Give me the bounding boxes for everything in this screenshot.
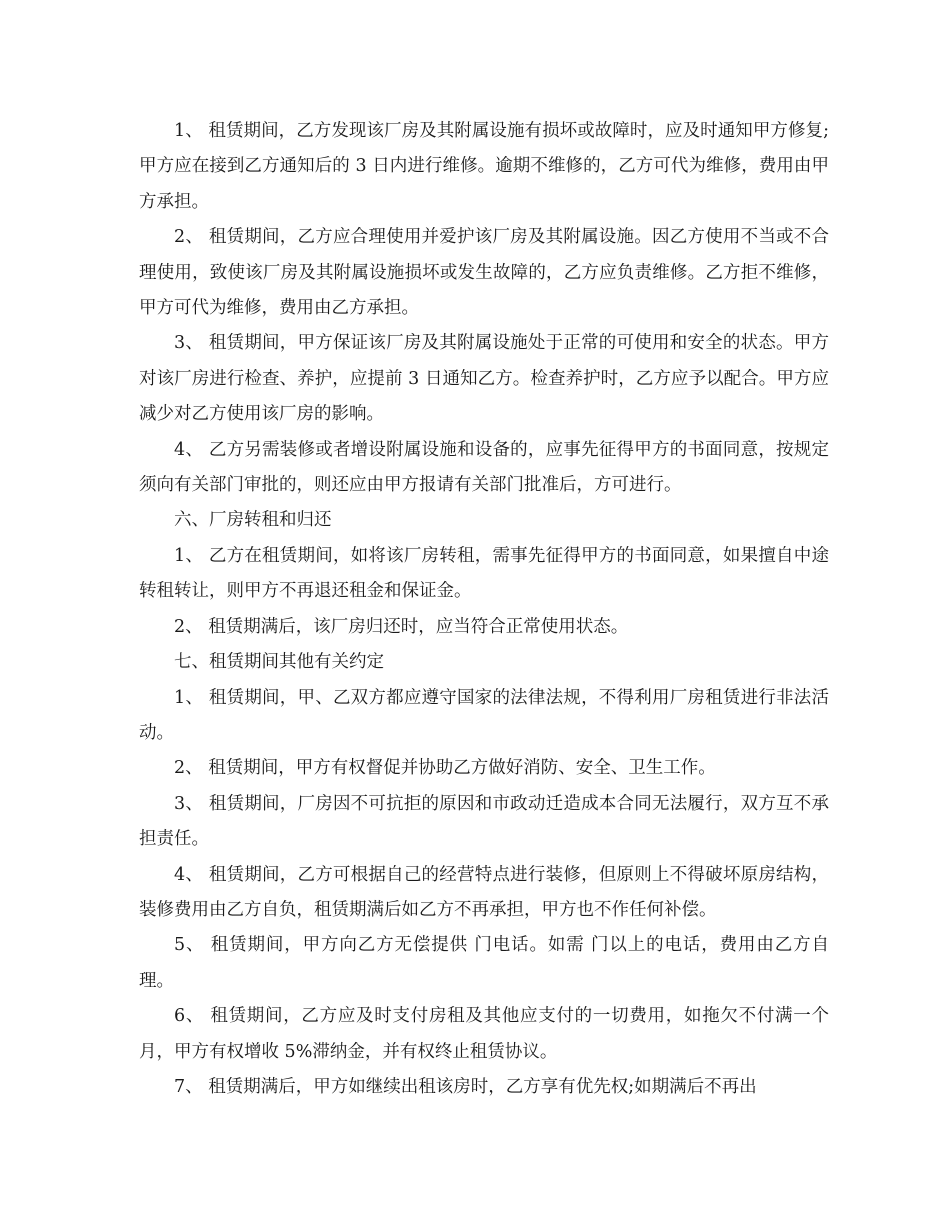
clause-7-4: 4、 租赁期间，乙方可根据自己的经营特点进行装修，但原则上不得破坏原房结构，装修费用由乙方自负，租赁期满后如乙方不再承担，甲方也不作任何补偿。 bbox=[139, 864, 829, 920]
clause-7-7: 7、 租赁期满后，甲方如继续出租该房时，乙方享有优先权;如期满后不再出 bbox=[174, 1076, 757, 1097]
clause-5-1: 1、 租赁期间，乙方发现该厂房及其附属设施有损坏或故障时，应及时通知甲方修复;甲方应在接到乙方通知后的 3 日内进行维修。逾期不维修的，乙方可代为维修，费用由甲方承担。 bbox=[139, 121, 829, 212]
clause-6-1: 1、 乙方在租赁期间，如将该厂房转租，需事先征得甲方的书面同意，如果擅自中途转租转让，则甲方不再退还租金和保证金。 bbox=[139, 545, 829, 602]
section-heading-7: 七、租赁期间其他有关约定 bbox=[174, 652, 384, 673]
clause-5-2: 2、 租赁期间，乙方应合理使用并爱护该厂房及其附属设施。因乙方使用不当或不合理使用，致使该厂房及其附属设施损坏或发生故障的，乙方应负责维修。乙方拒不维修，甲方可代为维修，费用由乙方承担。 bbox=[139, 227, 829, 319]
section-heading-6: 六、厂房转租和归还 bbox=[174, 510, 332, 531]
clause-7-3: 3、 租赁期间，厂房因不可抗拒的原因和市政动迁造成本合同无法履行，双方互不承担责任。 bbox=[139, 793, 829, 850]
document-body bbox=[139, 114, 829, 1105]
clause-7-6: 6、 租赁期间，乙方应及时支付房租及其他应支付的一切费用，如拖欠不付满一个月，甲方有权增收 5%滞纳金，并有权终止租赁协议。 bbox=[139, 1006, 829, 1062]
clause-7-1: 1、 租赁期间，甲、乙双方都应遵守国家的法律法规，不得利用厂房租赁进行非法活动。 bbox=[139, 687, 829, 743]
clause-6-2: 2、 租赁期满后，该厂房归还时，应当符合正常使用状态。 bbox=[174, 616, 629, 637]
clause-5-3: 3、 租赁期间，甲方保证该厂房及其附属设施处于正常的可使用和安全的状态。甲方对该厂房进行检查、养护，应提前 3 日通知乙方。检查养护时，乙方应予以配合。甲方应减少对乙方使用该厂房的影响。 bbox=[139, 333, 829, 425]
clause-7-2: 2、 租赁期间，甲方有权督促并协助乙方做好消防、安全、卫生工作。 bbox=[174, 758, 716, 779]
clause-5-4: 4、 乙方另需装修或者增设附属设施和设备的，应事先征得甲方的书面同意，按规定须向有关部门审批的，则还应由甲方报请有关部门批准后，方可进行。 bbox=[139, 439, 829, 496]
clause-7-5: 5、 租赁期间，甲方向乙方无偿提供 门电话。如需 门以上的电话，费用由乙方自理。 bbox=[139, 935, 829, 991]
